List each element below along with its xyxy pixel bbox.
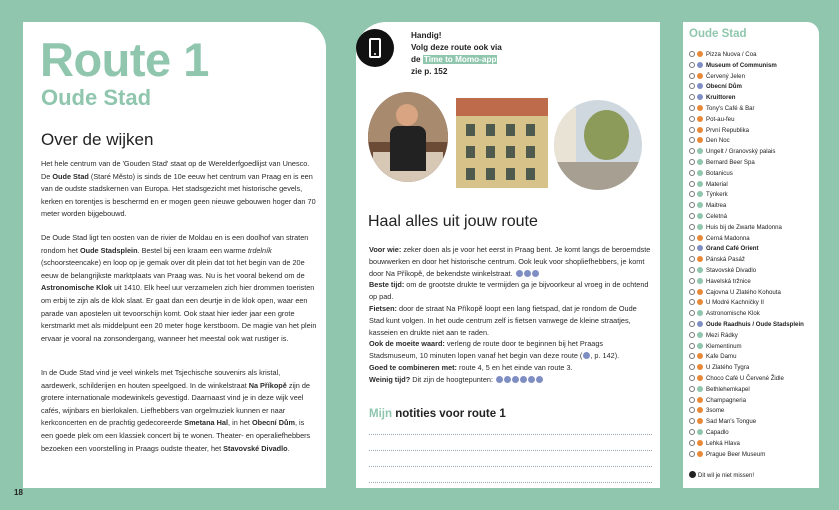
category-icon [697,364,703,370]
combineren-label: Goed te combineren met: [369,362,457,372]
paragraph-3: In de Oude Stad vind je veel winkels met Tsjechische souvenirs als kristal, aardewerk, schilderijen en houten speelgoed. In de winkelstraat Na Příkopě zijn de grotere internationale modewinkels gevestigd. Daarnaast vind je in deze wijk veel cafés, wijnbars en bierlokalen. Liefhebbers van orgelmuziek kunnen er naar kerkconcerten en de prachtig gedecoreerde Smetana Hal, in het Obecní Dům, is een goede plek om een klassiek concert bij te wonen. Theater- en operaliefhebbers bezoeken een voorstelling in Praags oudste theater, het Stavovské Divadlo. [41,368,311,453]
checkbox[interactable] [689,440,695,446]
poi-list-item: Havelská tržnice [689,277,751,286]
poi-list-item: Lehká Hlava [689,439,740,448]
section-heading-over: Over de wijken [41,130,154,149]
marker-icon [524,270,531,277]
category-icon [697,245,703,251]
poi-list-item: Mezi Rádky [689,331,738,340]
checkbox[interactable] [689,116,695,122]
poi-list-item: První Republika [689,126,749,135]
poi-list-item: Botanicus [689,169,733,178]
photo-building [456,98,548,188]
marker-icon [512,376,519,383]
category-icon [697,289,703,295]
photo-street [554,100,642,190]
poi-list-item: Cerná Madonna [689,234,750,243]
note-line[interactable] [369,450,652,451]
poi-list-item: Kafe Damu [689,352,736,361]
checkbox[interactable] [689,407,695,413]
checkbox[interactable] [689,267,695,273]
poi-list-item: Červený Jelen [689,72,745,81]
footnote: Dit wil je niet missen! [689,471,754,479]
category-icon [697,407,703,413]
poi-list-item: Huis bij de Zwarte Madonna [689,223,782,232]
category-icon [697,235,703,241]
category-icon [697,127,703,133]
category-icon [697,202,703,208]
checkbox[interactable] [689,202,695,208]
left-page [23,22,326,488]
poi-list-item: Astronomische Klok [689,309,760,318]
poi-list-item: U Modré Kachničky II [689,298,764,307]
notes-title: Mijn notities voor route 1 [369,408,506,420]
poi-list-item: Prague Beer Museum [689,450,765,459]
category-icon [697,343,703,349]
poi-list-title: Oude Stad [689,28,747,40]
checkbox[interactable] [689,332,695,338]
checkbox[interactable] [689,418,695,424]
weinig-label: Weinig tijd? [369,374,411,384]
category-icon [697,267,703,273]
category-icon [697,418,703,424]
checkbox[interactable] [689,299,695,305]
poi-list-item: Bethlehemkapel [689,385,750,394]
category-icon [697,170,703,176]
poi-list-item: Grand Café Orient [689,244,758,253]
marker-icon [496,376,503,383]
category-icon [697,353,703,359]
category-icon [697,148,703,154]
category-icon [697,105,703,111]
checkbox[interactable] [689,213,695,219]
marker-icon [504,376,511,383]
category-icon [697,310,703,316]
category-icon [697,94,703,100]
beste-tijd-label: Beste tijd: [369,280,405,290]
category-icon [697,213,703,219]
moeite-label: Ook de moeite waard: [369,339,445,349]
poi-list-item: Capadlo [689,428,729,437]
poi-list-item: Bernard Beer Spa [689,158,755,167]
category-icon [697,451,703,457]
marker-icon [536,376,543,383]
voor-wie-label: Voor wie: [369,245,402,254]
category-icon [697,62,703,68]
category-icon [697,321,703,327]
category-icon [697,137,703,143]
right-page [683,22,819,488]
poi-list-item: Obecní Dům [689,82,742,91]
category-icon [697,116,703,122]
checkbox[interactable] [689,191,695,197]
checkbox[interactable] [689,148,695,154]
note-line[interactable] [369,482,652,483]
marker-icon [520,376,527,383]
paragraph-1: Het hele centrum van de 'Gouden Stad' staat op de Werelderfgoedlijst van Unesco. De Oude Stad (Staré Město) is sinds de 10e eeuw het centrum van Praag en is een van de oudste stadskernen van Europa. Het stadsgezicht met historische gevels, kerken en torentjes is beschermd en er mogen geen nieuwe gebouwen hoger dan 70 meter worden bijgebouwd. [41,159,316,219]
category-icon [697,386,703,392]
poi-list-item: Museum of Communism [689,61,777,70]
checkbox[interactable] [689,62,695,68]
checkbox[interactable] [689,353,695,359]
checkbox[interactable] [689,397,695,403]
note-line[interactable] [369,434,652,435]
handig-line-2: Volg deze route ook via [411,43,502,52]
checkbox[interactable] [689,51,695,57]
note-line[interactable] [369,466,652,467]
checkbox[interactable] [689,94,695,100]
checkbox[interactable] [689,375,695,381]
poi-list-item: Celetná [689,212,727,221]
poi-list-item: Sad Man's Tongue [689,417,756,426]
checkbox[interactable] [689,386,695,392]
poi-list-item: Oude Raadhuis / Oude Stadsplein [689,320,804,329]
category-icon [697,299,703,305]
marker-icon [528,376,535,383]
phone-icon [356,29,394,67]
category-icon [697,159,703,165]
poi-list-item: Material [689,180,728,189]
section-heading-haal: Haal alles uit jouw route [368,213,538,230]
checkbox[interactable] [689,83,695,89]
category-icon [697,191,703,197]
handig-line-4: zie p. 152 [411,67,448,76]
category-icon [697,181,703,187]
poi-list-item: Tony's Café & Bar [689,104,755,113]
marker-icon [516,270,523,277]
checkbox[interactable] [689,321,695,327]
category-icon [697,429,703,435]
marker-icon [532,270,539,277]
checkbox[interactable] [689,310,695,316]
middle-page [356,22,660,488]
category-icon [697,440,703,446]
checkbox[interactable] [689,256,695,262]
page-number: 18 [14,488,23,497]
category-icon [697,332,703,338]
category-icon [697,83,703,89]
photo-bartender [368,92,448,182]
route-title: Route 1 [40,33,209,86]
checkbox[interactable] [689,127,695,133]
handig-line-3: de Time to Momo-app [411,55,497,64]
checkbox[interactable] [689,73,695,79]
poi-list-item: Klementinum [689,342,742,351]
checkbox[interactable] [689,224,695,230]
checkbox[interactable] [689,343,695,349]
poi-list-item: Maitrea [689,201,726,210]
route-subtitle: Oude Stad [41,85,152,110]
checkbox[interactable] [689,289,695,295]
info-block: Voor wie: zeker doen als je voor het eerst in Praag bent. Je komt langs de beroemdste bouwwerken en door het historische centrum. Ook leuk voor shopliefhebbers, je komt door Na Příkopě, de bekendste winkelstraat. Beste tijd: om de grootste drukte te vermijden ga je bijvoorkeur al vroeg in de ochtend op pad. Fietsen: door de straat Na Příkopě loopt een lang fietspad, dat je rondom de Oude Stad kunt volgen. In het oude centrum zelf is fietsen vanwege de kleine straatjes, kasseien en drukte niet aan te raden. Ook de moeite waard: verleng de route door te beginnen bij het Praags Stadsmuseum, 10 minuten lopen vanaf het begin van deze route ( , p. 142). Goed te combineren met: route 4, 5 en het einde van route 3. Weinig tijd? Dit zijn de hoogtepunten: [369,245,651,384]
app-link[interactable]: Time to Momo-app [423,55,497,64]
category-icon [697,51,703,57]
category-icon [697,224,703,230]
poi-list-item: U Zlatého Tygra [689,363,749,372]
category-icon [697,375,703,381]
category-icon [697,256,703,262]
poi-list-item: Kruittoren [689,93,735,102]
checkbox[interactable] [689,451,695,457]
checkbox[interactable] [689,245,695,251]
category-icon [697,278,703,284]
poi-list-item: Cajovna U Zlatého Kohouta [689,288,781,297]
checkbox[interactable] [689,181,695,187]
handig-box [411,30,502,78]
poi-list-item: 3some [689,406,724,415]
checkbox[interactable] [689,137,695,143]
category-icon [697,73,703,79]
checkbox[interactable] [689,159,695,165]
poi-list-item: Týnkerk [689,190,728,199]
fietsen-label: Fietsen: [369,303,397,313]
poi-list-item: Den Noc [689,136,730,145]
checkbox[interactable] [689,429,695,435]
poi-list-item: Champagneria [689,396,746,405]
poi-list-item: Pánská Pasáž [689,255,745,264]
paragraph-2: De Oude Stad ligt ten oosten van de rivier de Moldau en is een doolhof van straten rondom het Oude Stadsplein. Bestel bij een kraam een warme trdelník (schoorsteencake) en loop op je gemak over dit plein dat tot het begin van de 20e eeuw de belangrijkste marktplaats van Praag was. Nu is het vooral bekend om de Astronomische Klok uit 1410. Elk heel uur verzamelen zich hier drommen toeristen om erbij te zijn als de klok slaat. Er gaat dan een deurtje in de klok open, waar een parade van apostelen uit tevoorschijn komt. Ook staat hier ieder jaar een grote kerstmarkt met als middelpunt een 20 meter hoge kerstboom. De magie van het plein ervaar je vooral na zonsondergang, wanneer het meestal ook wat rustiger is. [41,233,317,343]
poi-list-item: Choco Café U Červené Židle [689,374,784,383]
category-icon [697,397,703,403]
checkbox[interactable] [689,105,695,111]
poi-list-item: Pot-au-feu [689,115,734,124]
checkbox[interactable] [689,364,695,370]
checkbox[interactable] [689,278,695,284]
poi-list-item: Stavovské Divadlo [689,266,756,275]
checkbox[interactable] [689,235,695,241]
poi-list-item: Pizza Nuova / Coa [689,50,756,59]
poi-list-item: Ungelt / Granovský palais [689,147,775,156]
checkbox[interactable] [689,170,695,176]
star-icon [689,471,696,478]
handig-line-1: Handig! [411,31,442,40]
